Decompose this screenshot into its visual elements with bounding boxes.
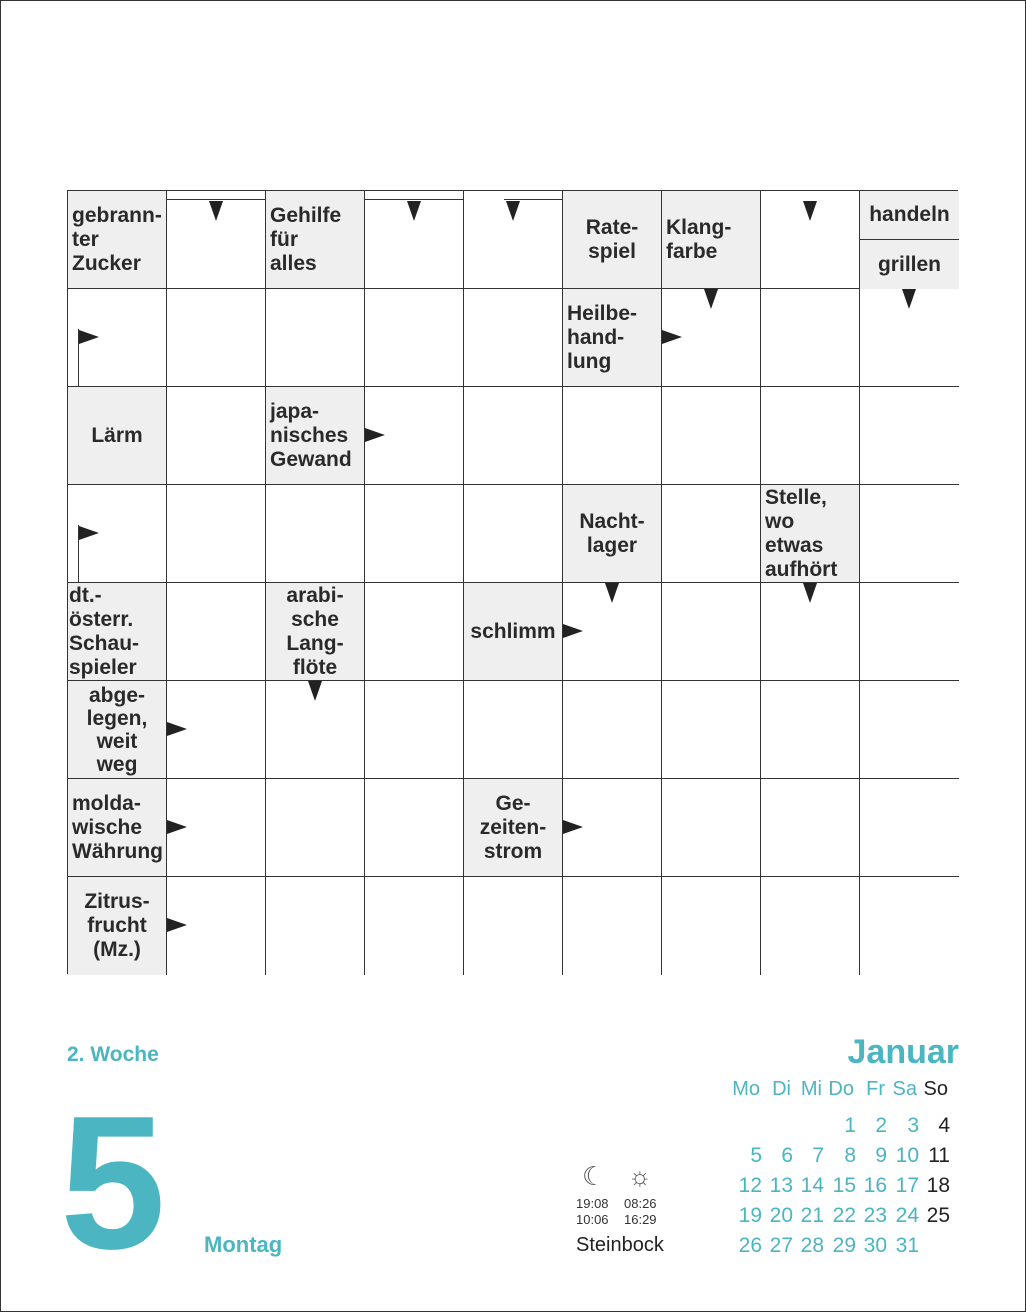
answer-cell[interactable] [266, 289, 365, 387]
calendar-header-di: Di [772, 1078, 791, 1100]
arrow-down-icon [407, 201, 421, 221]
arrow-down-icon [605, 583, 619, 603]
answer-cell[interactable] [365, 877, 464, 975]
answer-cell[interactable] [662, 583, 761, 681]
arrow-right-icon [662, 330, 682, 344]
divider-line [167, 199, 266, 200]
answer-cell[interactable] [464, 191, 563, 289]
answer-cell[interactable] [365, 289, 464, 387]
month-title: Januar [847, 1033, 959, 1071]
clue-heilbehandlung: Heilbe- hand- lung [563, 289, 662, 387]
answer-cell[interactable] [563, 387, 662, 485]
answer-cell[interactable] [662, 289, 761, 387]
answer-cell[interactable] [464, 681, 563, 779]
zodiac-sign: Steinbock [576, 1234, 664, 1256]
arrow-down-icon [506, 201, 520, 221]
calendar-day[interactable]: 2 [875, 1114, 887, 1137]
calendar-day[interactable]: 1 [844, 1114, 856, 1137]
arrow-right-icon [365, 428, 385, 442]
answer-cell[interactable] [464, 289, 563, 387]
divider-line [504, 199, 563, 200]
calendar-day[interactable]: 24 [895, 1204, 919, 1227]
calendar-day[interactable]: 6 [781, 1144, 793, 1167]
arrow-down-icon [308, 681, 322, 701]
arrow-down-icon [803, 201, 817, 221]
arrow-down-icon [803, 583, 817, 603]
answer-cell[interactable] [860, 387, 959, 485]
calendar-day[interactable]: 28 [800, 1234, 824, 1257]
arrow-right-icon [167, 820, 187, 834]
answer-cell[interactable] [464, 387, 563, 485]
clue-klangfarbe: Klang- farbe [662, 191, 761, 289]
calendar-day[interactable]: 4 [938, 1114, 950, 1137]
calendar-day[interactable]: 29 [832, 1234, 856, 1257]
calendar-day[interactable]: 13 [769, 1174, 793, 1197]
calendar-day[interactable]: 17 [895, 1174, 919, 1197]
answer-cell[interactable] [167, 877, 266, 975]
clue-laerm: Lärm [68, 387, 167, 485]
calendar-day[interactable]: 16 [863, 1174, 887, 1197]
answer-cell[interactable] [860, 583, 959, 681]
clue-moldawische-waehrung: molda- wische Währung [68, 779, 167, 877]
answer-cell[interactable] [860, 779, 959, 877]
answer-cell[interactable] [464, 485, 563, 583]
moon-rise-time: 19:08 [576, 1196, 609, 1211]
arrow-right-icon [167, 918, 187, 932]
clue-japanisches-gewand: japa- nisches Gewand [266, 387, 365, 485]
answer-cell[interactable] [860, 289, 959, 387]
calendar-day[interactable]: 14 [800, 1174, 824, 1197]
clue-nachtlager: Nacht- lager [563, 485, 662, 583]
answer-cell[interactable] [662, 387, 761, 485]
crossword-grid [67, 190, 958, 974]
arrow-right-icon [563, 624, 583, 638]
answer-cell[interactable] [761, 289, 860, 387]
calendar-day[interactable]: 21 [800, 1204, 824, 1227]
clue-schauspieler: dt.-österr. Schau- spieler [68, 583, 167, 681]
calendar-day[interactable]: 10 [895, 1144, 919, 1167]
calendar-day[interactable]: 3 [907, 1114, 919, 1137]
arrow-down-icon [209, 201, 223, 221]
clue-grillen: grillen [860, 240, 959, 289]
answer-cell[interactable] [365, 583, 464, 681]
answer-cell[interactable] [365, 779, 464, 877]
clue-ratespiel: Rate- spiel [563, 191, 662, 289]
answer-cell[interactable] [860, 681, 959, 779]
answer-cell[interactable] [167, 289, 266, 387]
sun-icon: ☼ [628, 1161, 652, 1191]
answer-cell[interactable] [365, 387, 464, 485]
answer-cell[interactable] [761, 583, 860, 681]
answer-cell[interactable] [563, 779, 662, 877]
answer-cell[interactable] [266, 681, 365, 779]
answer-cell[interactable] [662, 779, 761, 877]
split-clue-cell [860, 191, 959, 289]
sun-rise-time: 08:26 [624, 1196, 657, 1211]
clue-arabische-langfloete: arabi- sche Lang- flöte [266, 583, 365, 681]
clue-gehilfe-fuer-alles: Gehilfe für alles [266, 191, 365, 289]
calendar-day[interactable]: 18 [926, 1174, 950, 1197]
calendar-header-sa: Sa [892, 1078, 917, 1100]
moon-set-time: 10:06 [576, 1212, 609, 1227]
sun-set-time: 16:29 [624, 1212, 657, 1227]
divider-line [365, 199, 464, 200]
answer-cell[interactable] [464, 877, 563, 975]
clue-gezeitenstrom: Ge- zeiten- strom [464, 779, 563, 877]
clue-gebrannter-zucker: gebrann- ter Zucker [68, 191, 167, 289]
answer-cell[interactable] [662, 485, 761, 583]
arrow-right-icon [79, 526, 99, 540]
answer-cell[interactable] [167, 681, 266, 779]
answer-cell[interactable] [761, 877, 860, 975]
calendar-day[interactable]: 15 [832, 1174, 856, 1197]
answer-cell[interactable] [761, 387, 860, 485]
calendar-day[interactable]: 26 [738, 1234, 762, 1257]
answer-cell[interactable] [860, 877, 959, 975]
answer-cell[interactable] [68, 485, 167, 583]
calendar-day[interactable]: 27 [769, 1234, 793, 1257]
calendar-day[interactable]: 11 [928, 1144, 950, 1167]
calendar-day[interactable]: 12 [738, 1174, 762, 1197]
clue-zitrusfrucht: Zitrus- frucht (Mz.) [68, 877, 167, 975]
week-label: 2. Woche [67, 1043, 159, 1066]
answer-cell[interactable] [167, 779, 266, 877]
calendar-day[interactable]: 8 [844, 1144, 856, 1167]
answer-cell[interactable] [761, 191, 860, 289]
calendar-day[interactable]: 7 [812, 1144, 824, 1167]
weekday-label: Montag [204, 1232, 283, 1257]
answer-cell[interactable] [167, 387, 266, 485]
answer-cell[interactable] [167, 485, 266, 583]
arrow-down-icon [902, 289, 916, 309]
answer-cell[interactable] [761, 681, 860, 779]
calendar-day[interactable]: 22 [832, 1204, 856, 1227]
answer-cell[interactable] [662, 877, 761, 975]
arrow-right-icon [167, 722, 187, 736]
answer-cell[interactable] [365, 191, 464, 289]
answer-cell[interactable] [365, 681, 464, 779]
answer-cell[interactable] [761, 779, 860, 877]
calendar-header-fr: Fr [866, 1078, 885, 1100]
calendar-header-do: Do [828, 1078, 854, 1100]
calendar-day[interactable]: 31 [895, 1234, 919, 1257]
calendar-day[interactable]: 30 [863, 1234, 887, 1257]
answer-cell[interactable] [266, 485, 365, 583]
calendar-day[interactable]: 23 [863, 1204, 887, 1227]
answer-cell[interactable] [563, 681, 662, 779]
clue-abgelegen: abge- legen, weit weg [68, 681, 167, 779]
moon-icon: ☾ [582, 1161, 606, 1191]
clue-stelle-wo-etwas-aufhoert: Stelle, wo etwas aufhört [761, 485, 860, 583]
clue-schlimm: schlimm [464, 583, 563, 681]
calendar-day[interactable]: 20 [769, 1204, 793, 1227]
answer-cell[interactable] [365, 485, 464, 583]
answer-cell[interactable] [167, 583, 266, 681]
clue-handeln: handeln [860, 191, 959, 240]
answer-cell[interactable] [266, 877, 365, 975]
answer-cell[interactable] [860, 485, 959, 583]
calendar-header-mo: Mo [732, 1078, 760, 1100]
answer-cell[interactable] [167, 191, 266, 289]
calendar-header-mi: Mi [800, 1078, 822, 1100]
calendar-header-so: So [923, 1078, 948, 1100]
calendar-day[interactable]: 19 [738, 1204, 762, 1227]
calendar-day[interactable]: 5 [750, 1144, 762, 1167]
calendar-day[interactable]: 25 [926, 1204, 950, 1227]
answer-cell[interactable] [68, 289, 167, 387]
arrow-right-icon [79, 330, 99, 344]
answer-cell[interactable] [563, 877, 662, 975]
arrow-right-icon [563, 820, 583, 834]
answer-cell[interactable] [563, 583, 662, 681]
answer-cell[interactable] [266, 779, 365, 877]
calendar-day[interactable]: 9 [875, 1144, 887, 1167]
day-number: 5 [60, 1077, 166, 1289]
arrow-down-icon [704, 289, 718, 309]
answer-cell[interactable] [662, 681, 761, 779]
